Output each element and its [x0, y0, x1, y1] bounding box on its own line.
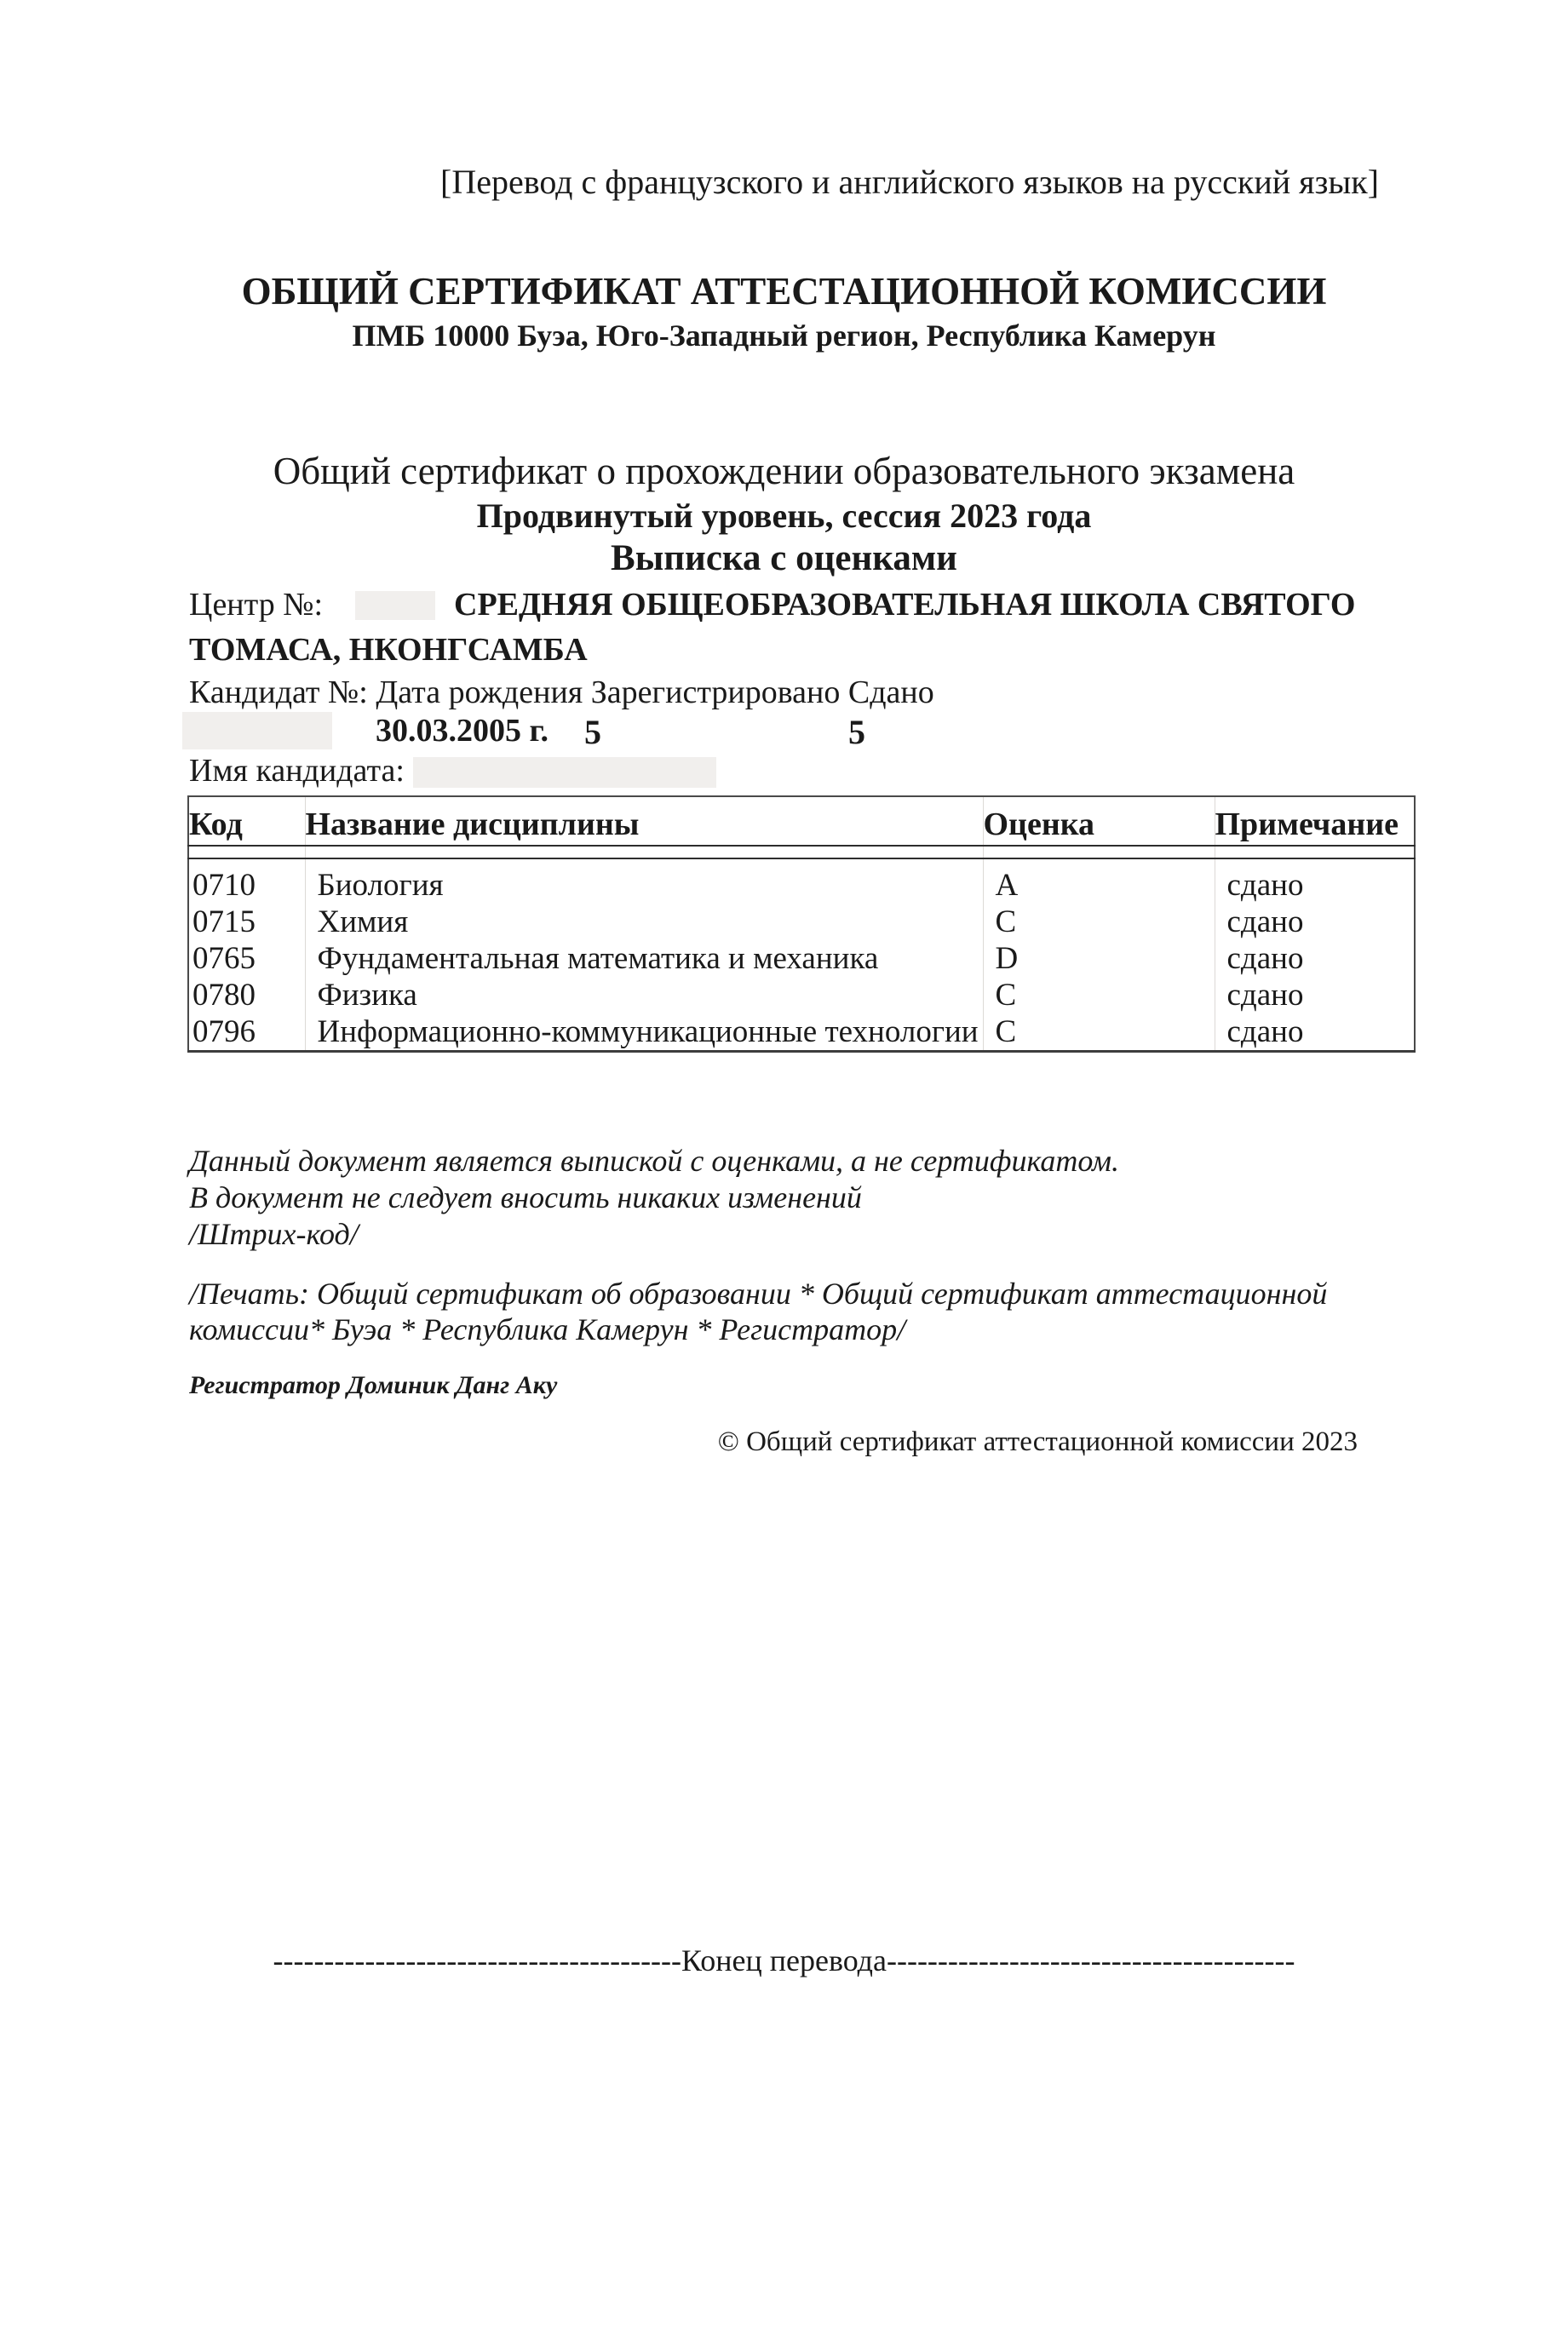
subject-remark: сдано — [1215, 858, 1415, 904]
org-title: ОБЩИЙ СЕРТИФИКАТ АТТЕСТАЦИОННОЙ КОМИССИИ — [241, 270, 1327, 313]
subject-grade: C — [983, 904, 1215, 940]
subject-remark: сдано — [1215, 977, 1415, 1013]
note-barcode: /Штрих-код/ — [189, 1217, 359, 1251]
candidate-name-label: Имя кандидата: — [189, 753, 405, 789]
registered-label: Зарегистрировано — [590, 674, 841, 710]
marks-table-body — [188, 858, 1415, 1052]
table-row — [188, 904, 1415, 940]
divider-cell — [983, 846, 1215, 858]
table-row — [188, 977, 1415, 1013]
notes-block — [189, 1143, 1379, 1253]
subject-grade: C — [983, 977, 1215, 1013]
dob-label: Дата рождения — [376, 674, 583, 710]
candidate-name-line — [189, 753, 1379, 789]
subject-grade: D — [983, 940, 1215, 977]
marks-table-head — [188, 796, 1415, 858]
note-not-certificate: Данный документ является выпиской с оценками, а не сертификатом. — [189, 1144, 1119, 1178]
document-level: Продвинутый уровень, сессия 2023 года — [476, 497, 1092, 535]
translation-note: [Перевод с французского и английского языков на русский язык] — [440, 163, 1379, 201]
org-address: ПМБ 10000 Буэа, Юго-Западный регион, Республика Камерун — [352, 319, 1216, 353]
center-name: СРЕДНЯЯ ОБЩЕОБРАЗОВАТЕЛЬНАЯ ШКОЛА СВЯТОГО ТОМАСА, НКОНГСАМБА — [189, 587, 1356, 668]
document-type: Выписка с оценками — [611, 538, 957, 578]
document-title: Общий сертификат о прохождении образовательного экзамена — [273, 450, 1295, 492]
note-no-changes: В документ не следует вносить никаких изменений — [189, 1180, 862, 1214]
copyright-line: © Общий сертификат аттестационной комиссии 2023 — [717, 1426, 1358, 1457]
subject-code: 0715 — [192, 904, 256, 939]
divider-cell — [188, 846, 305, 858]
redacted-candidate-number — [182, 712, 332, 749]
header-grade: Оценка — [983, 796, 1215, 846]
subject-grade: A — [983, 858, 1215, 904]
subject-code: 0796 — [192, 1014, 256, 1049]
subject-name: Химия — [305, 904, 983, 940]
redacted-center-number — [355, 591, 435, 620]
subject-code: 0710 — [192, 868, 256, 903]
subject-code: 0780 — [192, 978, 256, 1013]
registrar-line: Регистратор Доминик Данг Аку — [189, 1371, 558, 1399]
table-row — [188, 940, 1415, 977]
marks-table-header-row — [188, 796, 1415, 846]
header-subject: Название дисциплины — [305, 796, 983, 846]
seal-note: /Печать: Общий сертификат об образовании * Общий сертификат аттестационной комиссии* Буэа * Республика Камерун * Регистратор/ — [189, 1277, 1328, 1346]
candidate-number-label: Кандидат №: — [189, 674, 368, 710]
end-of-translation-line: ----------------------------------------Конец перевода---------------------------------------- — [273, 1943, 1295, 1977]
subject-name: Физика — [305, 977, 983, 1013]
subject-name: Фундаментальная математика и механика — [305, 940, 983, 977]
header-code: Код — [188, 796, 305, 846]
subject-name: Биология — [305, 858, 983, 904]
subject-remark: сдано — [1215, 904, 1415, 940]
header-remark: Примечание — [1215, 796, 1415, 846]
subject-grade: C — [983, 1013, 1215, 1052]
table-row — [188, 1013, 1415, 1052]
registered-value: 5 — [584, 713, 601, 751]
table-row — [188, 858, 1415, 904]
center-line — [189, 583, 1379, 673]
document-page — [0, 162, 1568, 2342]
candidate-values-row — [189, 712, 1379, 751]
subject-code: 0765 — [192, 941, 256, 976]
candidate-header-line — [189, 673, 1379, 712]
subject-remark: сдано — [1215, 1013, 1415, 1052]
dob-value: 30.03.2005 г. — [376, 713, 549, 749]
marks-table — [187, 795, 1416, 1053]
passed-label: Сдано — [847, 674, 934, 710]
document-content — [0, 162, 1568, 1979]
subject-remark: сдано — [1215, 940, 1415, 977]
center-label: Центр №: — [189, 587, 324, 623]
redacted-candidate-name — [413, 757, 716, 788]
divider-cell — [1215, 846, 1415, 858]
passed-value: 5 — [848, 713, 865, 751]
divider-cell — [305, 846, 983, 858]
header-divider-row — [188, 846, 1415, 858]
subject-name: Информационно-коммуникационные технологии — [305, 1013, 983, 1052]
